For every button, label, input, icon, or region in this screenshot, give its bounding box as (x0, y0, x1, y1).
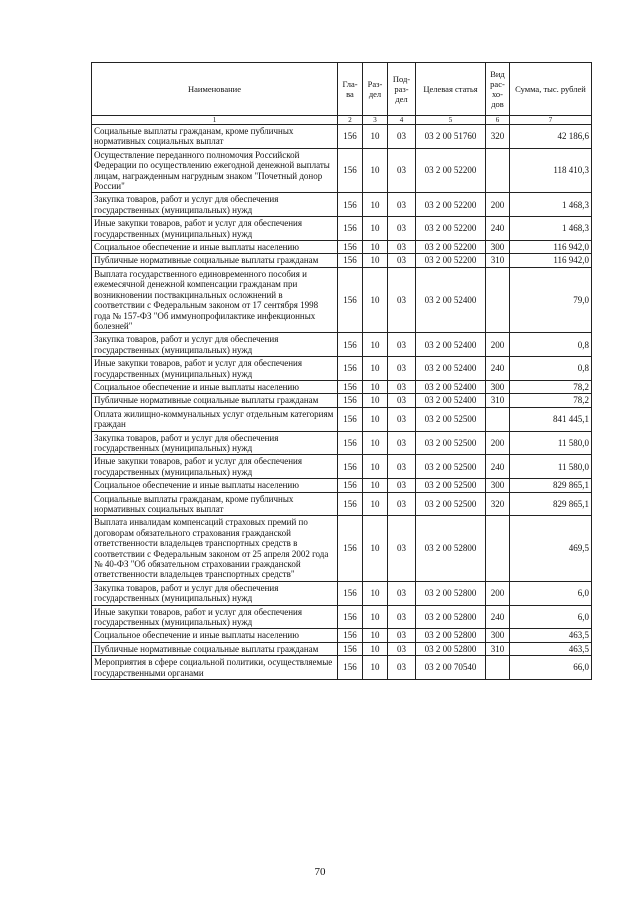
row-glava: 156 (338, 241, 363, 254)
row-podrazdel: 03 (388, 267, 416, 332)
row-sum: 6,0 (510, 581, 592, 605)
row-name: Иные закупки товаров, работ и услуг для обеспечения государственных (муниципальных) нужд (92, 357, 338, 381)
header-expense-type: Вид рас-хо-дов (486, 63, 510, 116)
header-name: Наименование (92, 63, 338, 116)
column-number: 6 (486, 116, 510, 125)
row-expense-type (486, 267, 510, 332)
row-sum: 11 580,0 (510, 431, 592, 455)
table-row (92, 605, 592, 629)
row-podrazdel: 03 (388, 254, 416, 267)
row-razdel: 10 (363, 380, 388, 393)
row-target-article: 03 2 00 52500 (416, 431, 486, 455)
table-row (92, 642, 592, 655)
row-sum: 463,5 (510, 629, 592, 642)
row-podrazdel: 03 (388, 431, 416, 455)
row-razdel: 10 (363, 479, 388, 492)
row-razdel: 10 (363, 148, 388, 193)
row-expense-type: 240 (486, 455, 510, 479)
row-razdel: 10 (363, 656, 388, 680)
row-sum: 829 865,1 (510, 479, 592, 492)
row-sum: 118 410,3 (510, 148, 592, 193)
row-expense-type: 310 (486, 254, 510, 267)
row-razdel: 10 (363, 407, 388, 431)
row-sum: 0,8 (510, 333, 592, 357)
column-number: 3 (363, 116, 388, 125)
row-razdel: 10 (363, 125, 388, 149)
table-row (92, 455, 592, 479)
row-target-article: 03 2 00 52500 (416, 479, 486, 492)
row-name: Публичные нормативные социальные выплаты гражданам (92, 394, 338, 407)
row-target-article: 03 2 00 52200 (416, 254, 486, 267)
row-podrazdel: 03 (388, 394, 416, 407)
row-target-article: 03 2 00 52800 (416, 581, 486, 605)
row-podrazdel: 03 (388, 605, 416, 629)
row-razdel: 10 (363, 193, 388, 217)
row-target-article: 03 2 00 70540 (416, 656, 486, 680)
row-glava: 156 (338, 516, 363, 581)
row-razdel: 10 (363, 605, 388, 629)
row-expense-type: 240 (486, 605, 510, 629)
row-razdel: 10 (363, 357, 388, 381)
row-glava: 156 (338, 479, 363, 492)
row-sum: 116 942,0 (510, 254, 592, 267)
row-glava: 156 (338, 605, 363, 629)
row-glava: 156 (338, 193, 363, 217)
row-sum: 469,5 (510, 516, 592, 581)
row-podrazdel: 03 (388, 241, 416, 254)
table-row (92, 629, 592, 642)
row-podrazdel: 03 (388, 217, 416, 241)
row-target-article: 03 2 00 52500 (416, 407, 486, 431)
table-row (92, 431, 592, 455)
table-row (92, 394, 592, 407)
row-name: Выплата государственного единовременного пособия и ежемесячной денежной компенсации гражданам при возникновении поствакцинальных осложнений в соответствии с Федеральным законом от 17 сентября 1998 года № 157-ФЗ "Об иммунопрофилактике инфекционных болезней" (92, 267, 338, 332)
row-razdel: 10 (363, 581, 388, 605)
row-sum: 841 445,1 (510, 407, 592, 431)
row-expense-type: 320 (486, 125, 510, 149)
row-expense-type: 200 (486, 193, 510, 217)
row-target-article: 03 2 00 52400 (416, 394, 486, 407)
column-number: 1 (92, 116, 338, 125)
row-podrazdel: 03 (388, 629, 416, 642)
row-podrazdel: 03 (388, 380, 416, 393)
row-podrazdel: 03 (388, 479, 416, 492)
row-expense-type: 300 (486, 241, 510, 254)
row-glava: 156 (338, 656, 363, 680)
row-sum: 1 468,3 (510, 193, 592, 217)
row-glava: 156 (338, 254, 363, 267)
table-row (92, 479, 592, 492)
row-name: Закупка товаров, работ и услуг для обеспечения государственных (муниципальных) нужд (92, 581, 338, 605)
row-glava: 156 (338, 148, 363, 193)
row-target-article: 03 2 00 52500 (416, 455, 486, 479)
table-row (92, 492, 592, 516)
row-expense-type: 200 (486, 581, 510, 605)
row-glava: 156 (338, 407, 363, 431)
row-expense-type: 300 (486, 629, 510, 642)
row-podrazdel: 03 (388, 148, 416, 193)
table-row (92, 407, 592, 431)
row-glava: 156 (338, 642, 363, 655)
row-podrazdel: 03 (388, 492, 416, 516)
row-name: Социальное обеспечение и иные выплаты населению (92, 241, 338, 254)
row-razdel: 10 (363, 254, 388, 267)
row-sum: 1 468,3 (510, 217, 592, 241)
row-expense-type: 240 (486, 357, 510, 381)
row-sum: 42 186,6 (510, 125, 592, 149)
row-name: Социальное обеспечение и иные выплаты населению (92, 479, 338, 492)
row-expense-type: 300 (486, 380, 510, 393)
row-expense-type (486, 407, 510, 431)
row-name: Иные закупки товаров, работ и услуг для обеспечения государственных (муниципальных) нужд (92, 455, 338, 479)
row-sum: 829 865,1 (510, 492, 592, 516)
row-sum: 78,2 (510, 394, 592, 407)
row-glava: 156 (338, 629, 363, 642)
row-expense-type: 240 (486, 217, 510, 241)
row-target-article: 03 2 00 52800 (416, 642, 486, 655)
row-name: Выплата инвалидам компенсаций страховых премий по договорам обязательного страхования гражданской ответственности владельцев транспортных средств в соответствии с Федеральным законом от 25 апреля 2002 года № 40-ФЗ "Об обязательном страховании гражданской ответственности владельцев транспортных средств" (92, 516, 338, 581)
table-row (92, 656, 592, 680)
row-expense-type: 320 (486, 492, 510, 516)
row-target-article: 03 2 00 52400 (416, 380, 486, 393)
row-target-article: 03 2 00 52800 (416, 629, 486, 642)
row-razdel: 10 (363, 516, 388, 581)
row-target-article: 03 2 00 51760 (416, 125, 486, 149)
header-sum: Сумма, тыс. рублей (510, 63, 592, 116)
table-body (92, 125, 592, 680)
row-sum: 79,0 (510, 267, 592, 332)
row-sum: 11 580,0 (510, 455, 592, 479)
row-glava: 156 (338, 492, 363, 516)
row-podrazdel: 03 (388, 407, 416, 431)
row-sum: 463,5 (510, 642, 592, 655)
table-row (92, 217, 592, 241)
row-target-article: 03 2 00 52200 (416, 148, 486, 193)
column-number: 5 (416, 116, 486, 125)
row-razdel: 10 (363, 267, 388, 332)
row-name: Публичные нормативные социальные выплаты гражданам (92, 254, 338, 267)
table-row (92, 254, 592, 267)
row-expense-type (486, 516, 510, 581)
row-name: Оплата жилищно-коммунальных услуг отдельным категориям граждан (92, 407, 338, 431)
row-glava: 156 (338, 217, 363, 241)
row-name: Иные закупки товаров, работ и услуг для обеспечения государственных (муниципальных) нужд (92, 217, 338, 241)
row-glava: 156 (338, 394, 363, 407)
row-podrazdel: 03 (388, 357, 416, 381)
row-expense-type: 200 (486, 431, 510, 455)
row-sum: 78,2 (510, 380, 592, 393)
row-name: Мероприятия в сфере социальной политики, осуществляемые государственными органами (92, 656, 338, 680)
row-expense-type: 200 (486, 333, 510, 357)
row-name: Иные закупки товаров, работ и услуг для обеспечения государственных (муниципальных) нужд (92, 605, 338, 629)
row-target-article: 03 2 00 52800 (416, 605, 486, 629)
row-podrazdel: 03 (388, 125, 416, 149)
row-name: Социальные выплаты гражданам, кроме публичных нормативных социальных выплат (92, 125, 338, 149)
table-row (92, 357, 592, 381)
row-name: Осуществление переданного полномочия Российской Федерации по осуществлению ежегодной денежной выплаты лицам, награжденным нагрудным знаком "Почетный донор России" (92, 148, 338, 193)
row-glava: 156 (338, 125, 363, 149)
column-number: 7 (510, 116, 592, 125)
row-target-article: 03 2 00 52400 (416, 357, 486, 381)
row-target-article: 03 2 00 52500 (416, 492, 486, 516)
row-podrazdel: 03 (388, 193, 416, 217)
row-glava: 156 (338, 431, 363, 455)
row-name: Закупка товаров, работ и услуг для обеспечения государственных (муниципальных) нужд (92, 431, 338, 455)
table-row (92, 516, 592, 581)
row-glava: 156 (338, 455, 363, 479)
row-razdel: 10 (363, 217, 388, 241)
row-razdel: 10 (363, 642, 388, 655)
table-row (92, 148, 592, 193)
table-row (92, 125, 592, 149)
budget-table (91, 62, 592, 680)
row-razdel: 10 (363, 333, 388, 357)
row-target-article: 03 2 00 52200 (416, 217, 486, 241)
row-glava: 156 (338, 357, 363, 381)
table-row (92, 241, 592, 254)
row-name: Закупка товаров, работ и услуг для обеспечения государственных (муниципальных) нужд (92, 333, 338, 357)
row-glava: 156 (338, 581, 363, 605)
column-number-row (92, 116, 592, 125)
row-target-article: 03 2 00 52800 (416, 516, 486, 581)
table-row (92, 267, 592, 332)
table-header-row (92, 63, 592, 116)
row-target-article: 03 2 00 52400 (416, 333, 486, 357)
table-row (92, 380, 592, 393)
row-name: Социальные выплаты гражданам, кроме публичных нормативных социальных выплат (92, 492, 338, 516)
row-glava: 156 (338, 380, 363, 393)
row-name: Публичные нормативные социальные выплаты гражданам (92, 642, 338, 655)
row-razdel: 10 (363, 629, 388, 642)
row-sum: 6,0 (510, 605, 592, 629)
row-podrazdel: 03 (388, 656, 416, 680)
row-sum: 116 942,0 (510, 241, 592, 254)
row-name: Закупка товаров, работ и услуг для обеспечения государственных (муниципальных) нужд (92, 193, 338, 217)
row-expense-type: 310 (486, 642, 510, 655)
row-razdel: 10 (363, 394, 388, 407)
table-row (92, 193, 592, 217)
row-sum: 0,8 (510, 357, 592, 381)
row-razdel: 10 (363, 431, 388, 455)
row-razdel: 10 (363, 492, 388, 516)
row-glava: 156 (338, 267, 363, 332)
column-number: 2 (338, 116, 363, 125)
row-razdel: 10 (363, 241, 388, 254)
row-expense-type: 310 (486, 394, 510, 407)
row-name: Социальное обеспечение и иные выплаты населению (92, 380, 338, 393)
row-podrazdel: 03 (388, 333, 416, 357)
row-expense-type (486, 656, 510, 680)
row-podrazdel: 03 (388, 581, 416, 605)
row-sum: 66,0 (510, 656, 592, 680)
row-podrazdel: 03 (388, 455, 416, 479)
row-glava: 156 (338, 333, 363, 357)
header-target-article: Целевая статья (416, 63, 486, 116)
header-podrazdel: Под-раз-дел (388, 63, 416, 116)
row-name: Социальное обеспечение и иные выплаты населению (92, 629, 338, 642)
row-razdel: 10 (363, 455, 388, 479)
header-glava: Гла-ва (338, 63, 363, 116)
page-number: 70 (314, 866, 326, 878)
row-target-article: 03 2 00 52200 (416, 193, 486, 217)
row-expense-type: 300 (486, 479, 510, 492)
row-podrazdel: 03 (388, 516, 416, 581)
table-row (92, 581, 592, 605)
row-target-article: 03 2 00 52200 (416, 241, 486, 254)
row-expense-type (486, 148, 510, 193)
header-razdel: Раз-дел (363, 63, 388, 116)
row-target-article: 03 2 00 52400 (416, 267, 486, 332)
row-podrazdel: 03 (388, 642, 416, 655)
column-number: 4 (388, 116, 416, 125)
table-row (92, 333, 592, 357)
